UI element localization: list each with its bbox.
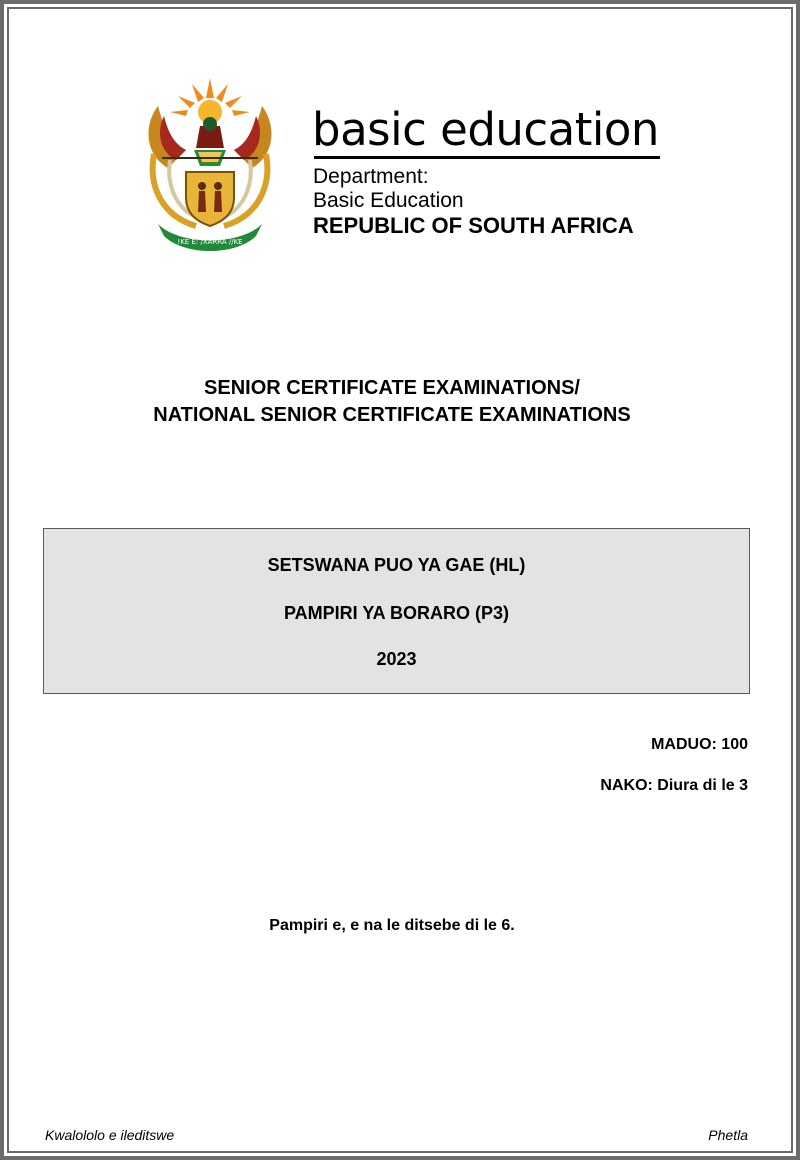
exam-year: 2023 — [376, 649, 417, 669]
department-label: Department: — [313, 165, 429, 188]
subject-title: SETSWANA PUO YA GAE (HL) — [267, 555, 526, 575]
exam-heading-line2: NATIONAL SENIOR CERTIFICATE EXAMINATIONS — [153, 404, 631, 426]
department-name: Basic Education — [313, 189, 464, 212]
footer-turn-over: Phetla — [708, 1127, 748, 1143]
crest-motto: !KE E: /XARRA //KE — [177, 238, 243, 246]
footer-copyright: Kwalololo e ileditswe — [45, 1127, 175, 1143]
coat-of-arms-icon — [140, 76, 280, 254]
exam-heading-line1: SENIOR CERTIFICATE EXAMINATIONS/ — [204, 377, 580, 399]
subject-box — [43, 528, 750, 694]
marks-total: MADUO: 100 — [651, 736, 748, 753]
brand-rule — [314, 156, 660, 159]
country-name: REPUBLIC OF SOUTH AFRICA — [313, 213, 634, 238]
paper-title: PAMPIRI YA BORARO (P3) — [283, 603, 510, 623]
time-allowed: NAKO: Diura di le 3 — [600, 777, 748, 794]
pages-note: Pampiri e, e na le ditsebe di le 6. — [269, 917, 515, 934]
brand-title: basic education — [312, 103, 659, 156]
